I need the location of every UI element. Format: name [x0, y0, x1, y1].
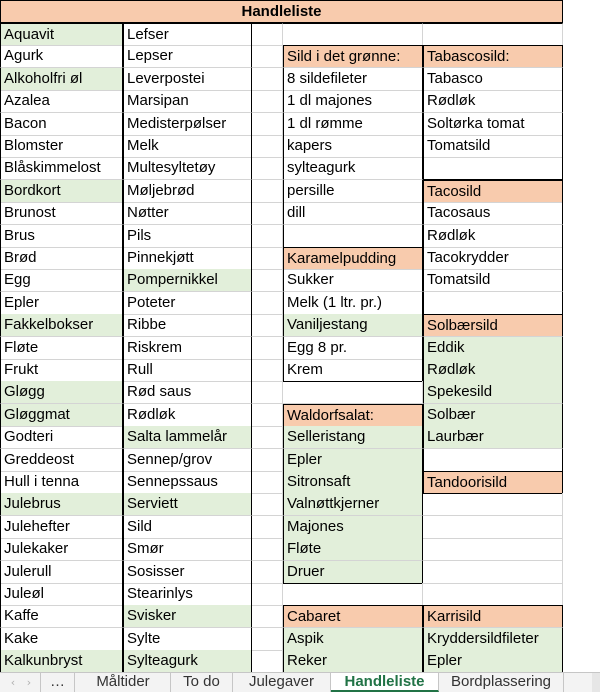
- cell-r27-c2[interactable]: Svisker: [123, 605, 252, 628]
- cell-r20-c3[interactable]: [252, 449, 283, 472]
- tab-handleliste[interactable]: Handleliste: [331, 673, 439, 692]
- cell-r8-c5[interactable]: Tacosild: [423, 180, 563, 203]
- cell-r29-c5[interactable]: Epler: [423, 650, 563, 672]
- cell-r6-c2[interactable]: Melk: [123, 135, 252, 158]
- cell-r2-c3[interactable]: [252, 45, 283, 68]
- cell-r25-c2[interactable]: Sosisser: [123, 561, 252, 584]
- cell-r27-c1[interactable]: Kaffe: [0, 605, 123, 628]
- cell-r16-c2[interactable]: Rull: [123, 359, 252, 382]
- cell-r10-c4[interactable]: [283, 225, 423, 248]
- cell-r14-c4[interactable]: Vaniljestang: [283, 314, 423, 337]
- cell-r11-c4[interactable]: Karamelpudding: [283, 247, 423, 270]
- cell-r19-c2[interactable]: Salta lammelår: [123, 426, 252, 449]
- cell-r29-c4[interactable]: Reker: [283, 650, 423, 672]
- cell-r9-c5[interactable]: Tacosaus: [423, 202, 563, 225]
- cell-r21-c5[interactable]: Tandoorisild: [423, 471, 563, 494]
- sheet-tab-bar: [0, 672, 600, 692]
- cell-r11-c5[interactable]: Tacokrydder: [423, 247, 563, 270]
- cell-r2-c2[interactable]: Lepser: [123, 45, 252, 68]
- cell-r14-c1[interactable]: Fakkelbokser: [0, 314, 123, 337]
- cell-r21-c1[interactable]: Hull i tenna: [0, 471, 123, 494]
- cell-r8-c2[interactable]: Møljebrød: [123, 180, 252, 203]
- cell-r20-c1[interactable]: Greddeost: [0, 449, 123, 472]
- cell-r3-c3[interactable]: [252, 68, 283, 91]
- cell-r22-c5[interactable]: [423, 493, 563, 516]
- cell-r28-c3[interactable]: [252, 628, 283, 651]
- cell-r4-c4[interactable]: 1 dl majones: [283, 90, 423, 113]
- cell-r15-c3[interactable]: [252, 337, 283, 360]
- horizontal-scrollbar[interactable]: [592, 673, 600, 692]
- cell-r19-c3[interactable]: [252, 426, 283, 449]
- cell-r12-c1[interactable]: Egg: [0, 269, 123, 292]
- cell-r23-c1[interactable]: Julehefter: [0, 516, 123, 539]
- cell-r17-c2[interactable]: Rød saus: [123, 381, 252, 404]
- cell-r16-c4[interactable]: Krem: [283, 359, 423, 382]
- cell-r9-c1[interactable]: Brunost: [0, 202, 123, 225]
- cell-r19-c1[interactable]: Godteri: [0, 426, 123, 449]
- cell-r10-c5[interactable]: Rødløk: [423, 225, 563, 248]
- cell-r11-c3[interactable]: [252, 247, 283, 270]
- cell-r3-c2[interactable]: Leverpostei: [123, 68, 252, 91]
- cell-r25-c1[interactable]: Julerull: [0, 561, 123, 584]
- cell-r1-c2[interactable]: Lefser: [123, 23, 252, 46]
- cell-r26-c5[interactable]: [423, 583, 563, 606]
- tab-m-ltider[interactable]: Måltider: [76, 673, 171, 692]
- tab-to-do[interactable]: To do: [171, 673, 233, 692]
- cell-r19-c4[interactable]: Selleristang: [283, 426, 423, 449]
- cell-r1-c5[interactable]: [423, 23, 563, 46]
- cell-r5-c5[interactable]: Soltørka tomat: [423, 113, 563, 136]
- cell-r5-c3[interactable]: [252, 113, 283, 136]
- cell-r5-c4[interactable]: 1 dl rømme: [283, 113, 423, 136]
- cell-r26-c3[interactable]: [252, 583, 283, 606]
- cell-r23-c3[interactable]: [252, 516, 283, 539]
- cell-r5-c1[interactable]: Bacon: [0, 113, 123, 136]
- cell-r29-c1[interactable]: Kalkunbryst: [0, 650, 123, 672]
- cell-r1-c4[interactable]: [283, 23, 423, 46]
- cell-r2-c5[interactable]: Tabascosild:: [423, 45, 563, 68]
- cell-r11-c1[interactable]: Brød: [0, 247, 123, 270]
- cell-r24-c1[interactable]: Julekaker: [0, 538, 123, 561]
- cell-r24-c4[interactable]: Fløte: [283, 538, 423, 561]
- cell-r3-c4[interactable]: 8 sildefileter: [283, 68, 423, 91]
- cell-r26-c4[interactable]: [283, 583, 423, 606]
- tab-julegaver[interactable]: Julegaver: [233, 673, 331, 692]
- cell-r28-c4[interactable]: Aspik: [283, 628, 423, 651]
- nav-left-icon[interactable]: ‹: [10, 676, 16, 689]
- cell-r8-c1[interactable]: Bordkort: [0, 180, 123, 203]
- cell-r6-c4[interactable]: kapers: [283, 135, 423, 158]
- cell-r24-c3[interactable]: [252, 538, 283, 561]
- cell-r18-c1[interactable]: Gløggmat: [0, 404, 123, 427]
- cell-r21-c3[interactable]: [252, 471, 283, 494]
- cell-r17-c1[interactable]: Gløgg: [0, 381, 123, 404]
- cell-r18-c4[interactable]: Waldorfsalat:: [283, 404, 423, 427]
- cell-r13-c1[interactable]: Epler: [0, 292, 123, 315]
- cell-r13-c2[interactable]: Poteter: [123, 292, 252, 315]
- cell-r9-c4[interactable]: dill: [283, 202, 423, 225]
- cell-r16-c3[interactable]: [252, 359, 283, 382]
- cell-r12-c3[interactable]: [252, 269, 283, 292]
- cell-r24-c5[interactable]: [423, 538, 563, 561]
- cell-r20-c2[interactable]: Sennep/grov: [123, 449, 252, 472]
- cell-r6-c1[interactable]: Blomster: [0, 135, 123, 158]
- cell-r10-c1[interactable]: Brus: [0, 225, 123, 248]
- cell-r9-c3[interactable]: [252, 202, 283, 225]
- cell-r1-c3[interactable]: [252, 23, 283, 46]
- cell-r25-c4[interactable]: Druer: [283, 561, 423, 584]
- cell-r22-c1[interactable]: Julebrus: [0, 493, 123, 516]
- cell-r18-c5[interactable]: Solbær: [423, 404, 563, 427]
- cell-r11-c2[interactable]: Pinnekjøtt: [123, 247, 252, 270]
- cell-r8-c4[interactable]: persille: [283, 180, 423, 203]
- cell-r8-c3[interactable]: [252, 180, 283, 203]
- cell-r22-c3[interactable]: [252, 493, 283, 516]
- cell-r15-c2[interactable]: Riskrem: [123, 337, 252, 360]
- cell-r7-c1[interactable]: Blåskimmelost: [0, 157, 123, 180]
- cell-r15-c4[interactable]: Egg 8 pr.: [283, 337, 423, 360]
- cell-r14-c5[interactable]: Solbærsild: [423, 314, 563, 337]
- cell-r12-c2[interactable]: Pompernikkel: [123, 269, 252, 292]
- cell-r23-c2[interactable]: Sild: [123, 516, 252, 539]
- cell-r26-c1[interactable]: Juleøl: [0, 583, 123, 606]
- cell-r12-c5[interactable]: Tomatsild: [423, 269, 563, 292]
- cell-r3-c1[interactable]: Alkoholfri øl: [0, 68, 123, 91]
- sheet-title[interactable]: Handleliste: [0, 0, 563, 23]
- cell-r26-c2[interactable]: Stearinlys: [123, 583, 252, 606]
- cell-r13-c3[interactable]: [252, 292, 283, 315]
- cell-r27-c3[interactable]: [252, 605, 283, 628]
- cell-r14-c3[interactable]: [252, 314, 283, 337]
- cell-r7-c3[interactable]: [252, 157, 283, 180]
- cell-r28-c2[interactable]: Sylte: [123, 628, 252, 651]
- cell-r7-c4[interactable]: sylteagurk: [283, 157, 423, 180]
- cell-r4-c3[interactable]: [252, 90, 283, 113]
- cell-r28-c5[interactable]: Kryddersildfileter: [423, 628, 563, 651]
- cell-r10-c2[interactable]: Pils: [123, 225, 252, 248]
- cell-r15-c1[interactable]: Fløte: [0, 337, 123, 360]
- cell-r28-c1[interactable]: Kake: [0, 628, 123, 651]
- cell-r2-c1[interactable]: Agurk: [0, 45, 123, 68]
- cell-r29-c3[interactable]: [252, 650, 283, 672]
- cell-r9-c2[interactable]: Nøtter: [123, 202, 252, 225]
- cell-r1-c1[interactable]: Aquavit: [0, 23, 123, 46]
- cell-r4-c5[interactable]: Rødløk: [423, 90, 563, 113]
- cell-r25-c5[interactable]: [423, 561, 563, 584]
- cell-r15-c5[interactable]: Eddik: [423, 337, 563, 360]
- cell-r17-c3[interactable]: [252, 381, 283, 404]
- cell-r16-c1[interactable]: Frukt: [0, 359, 123, 382]
- cell-r10-c3[interactable]: [252, 225, 283, 248]
- cell-r17-c5[interactable]: Spekesild: [423, 381, 563, 404]
- cell-r5-c2[interactable]: Medisterpølser: [123, 113, 252, 136]
- cell-r21-c2[interactable]: Sennepssaus: [123, 471, 252, 494]
- tab-bordplassering[interactable]: Bordplassering: [439, 673, 564, 692]
- cell-r23-c4[interactable]: Majones: [283, 516, 423, 539]
- cell-r24-c2[interactable]: Smør: [123, 538, 252, 561]
- cell-r6-c5[interactable]: Tomatsild: [423, 135, 563, 158]
- cell-r17-c4[interactable]: [283, 381, 423, 404]
- cell-r20-c4[interactable]: Epler: [283, 449, 423, 472]
- cell-r18-c2[interactable]: Rødløk: [123, 404, 252, 427]
- cell-r6-c3[interactable]: [252, 135, 283, 158]
- cell-r13-c4[interactable]: Melk (1 ltr. pr.): [283, 292, 423, 315]
- cell-r4-c2[interactable]: Marsipan: [123, 90, 252, 113]
- cell-r18-c3[interactable]: [252, 404, 283, 427]
- cell-r7-c5[interactable]: [423, 157, 563, 180]
- cell-r20-c5[interactable]: [423, 449, 563, 472]
- cell-r16-c5[interactable]: Rødløk: [423, 359, 563, 382]
- cell-r13-c5[interactable]: [423, 292, 563, 315]
- cell-r27-c4[interactable]: Cabaret: [283, 605, 423, 628]
- cell-r29-c2[interactable]: Sylteagurk: [123, 650, 252, 672]
- cell-r19-c5[interactable]: Laurbær: [423, 426, 563, 449]
- cell-r22-c4[interactable]: Valnøttkjerner: [283, 493, 423, 516]
- cell-r2-c4[interactable]: Sild i det grønne:: [283, 45, 423, 68]
- cell-r23-c5[interactable]: [423, 516, 563, 539]
- cell-r12-c4[interactable]: Sukker: [283, 269, 423, 292]
- cell-r22-c2[interactable]: Serviett: [123, 493, 252, 516]
- cell-r21-c4[interactable]: Sitronsaft: [283, 471, 423, 494]
- cell-r14-c2[interactable]: Ribbe: [123, 314, 252, 337]
- cell-r3-c5[interactable]: Tabasco: [423, 68, 563, 91]
- cell-r7-c2[interactable]: Multesyltetøy: [123, 157, 252, 180]
- nav-right-icon[interactable]: ›: [26, 676, 32, 689]
- cell-r4-c1[interactable]: Azalea: [0, 90, 123, 113]
- tab-ellipsis[interactable]: …: [40, 673, 75, 692]
- cell-r25-c3[interactable]: [252, 561, 283, 584]
- cell-r27-c5[interactable]: Karrisild: [423, 605, 563, 628]
